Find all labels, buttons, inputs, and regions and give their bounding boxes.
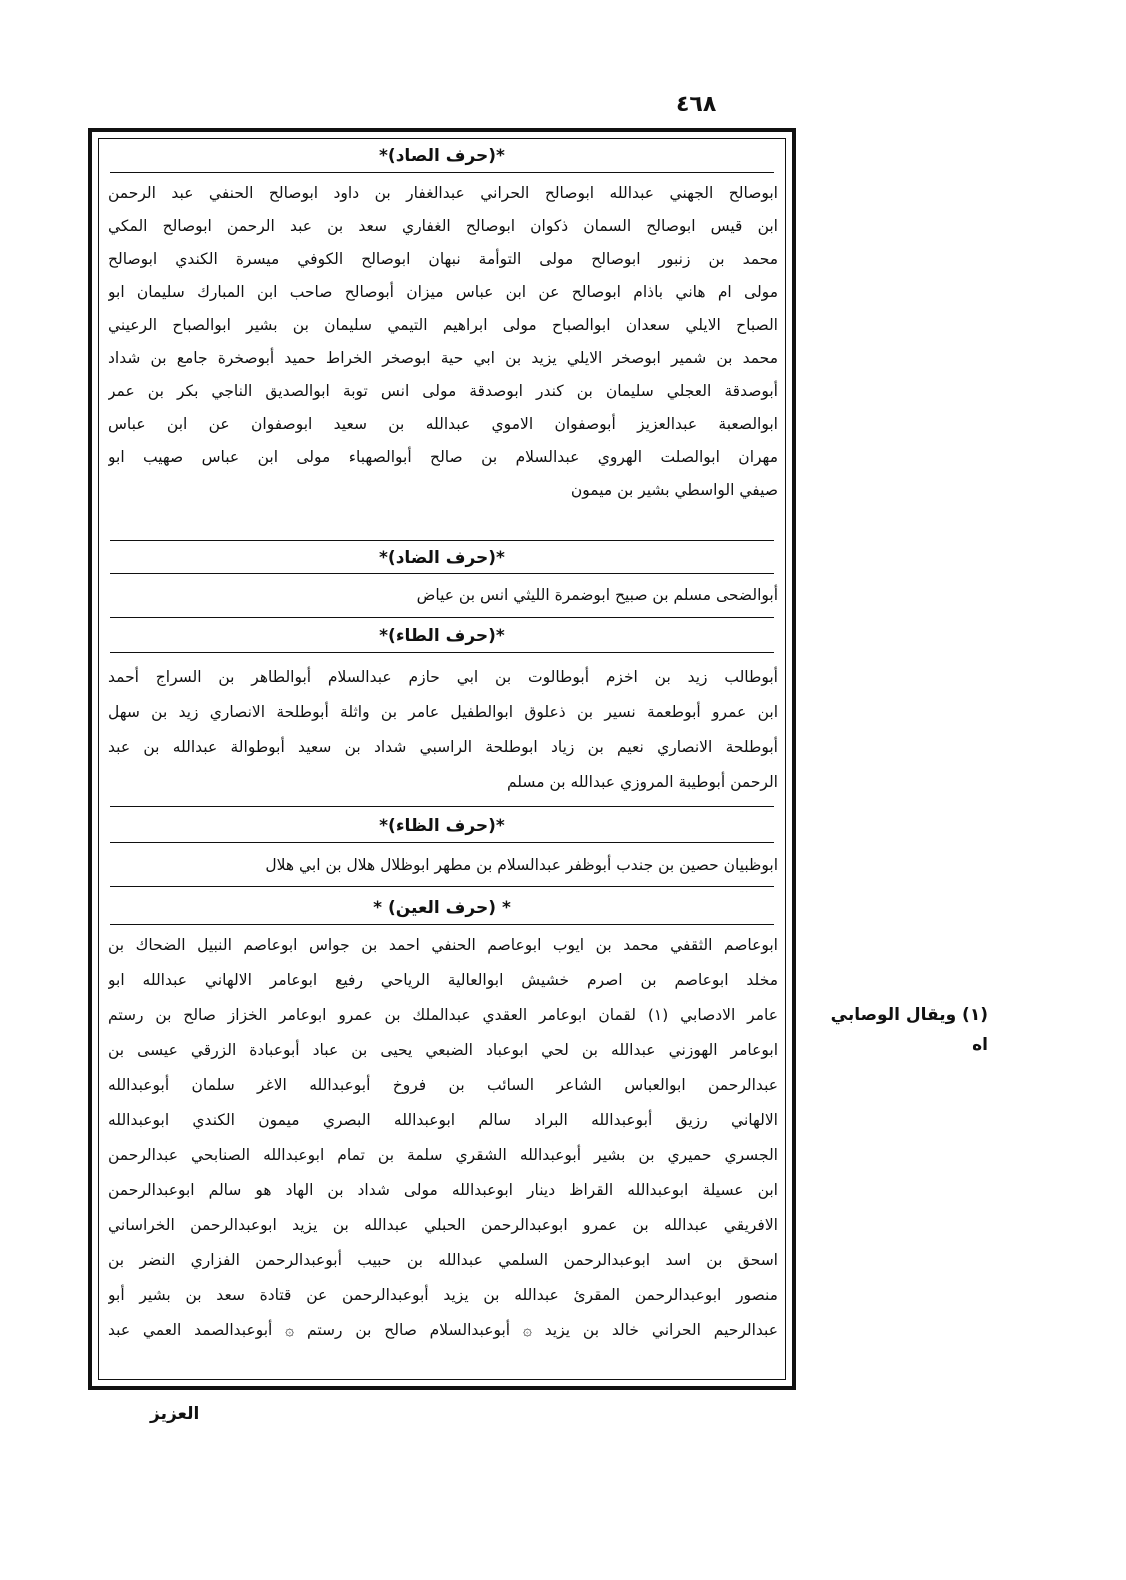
text-line: منصور ابوعبدالرحمن المقرئ عبدالله بن يزيد أبوعبدالرحمن عن قتادة سعد بن بشير أبو bbox=[108, 1286, 778, 1304]
text-line: الالهاني رزيق أبوعبدالله البراد سالم ابوعبدالله البصري ميمون الكندي ابوعبدالله bbox=[108, 1111, 778, 1129]
page-number: ٤٦٨ bbox=[676, 92, 717, 117]
section-divider bbox=[110, 652, 774, 653]
text-line: ابن عسيلة ابوعبدالله القراظ دينار ابوعبدالله مولى شداد بن الهاد هو سالم ابوعبدالرحمن bbox=[108, 1181, 778, 1199]
text-line: الصباح الايلي سعدان ابوالصباح مولى ابراهيم التيمي سليمان بن بشير ابوالصباح الرعيني bbox=[108, 316, 778, 334]
section-divider bbox=[110, 924, 774, 925]
text-line: الجسري حميري بن بشير أبوعبدالله الشقري سلمة بن تمام ابوعبدالله الصنابحي عبدالرحمن bbox=[108, 1146, 778, 1164]
margin-footnote: (١) ويقال الوصابي اه bbox=[830, 1005, 988, 1055]
text-line: الرحمن أبوطيبة المروزي عبدالله بن مسلم bbox=[506, 773, 778, 791]
section-divider bbox=[110, 573, 774, 574]
section-divider bbox=[110, 617, 774, 618]
text-line: عامر الادصابي (١) لقمان ابوعامر العقدي عبدالملك بن عمرو ابوعامر الخزاز صالح بن رستم bbox=[108, 1006, 778, 1024]
section-divider bbox=[110, 842, 774, 843]
text-line: أبوطالب زيد بن اخزم أبوطالوت بن ابي حازم عبدالسلام أبوالطاهر بن السراج أحمد bbox=[108, 668, 778, 686]
text-line: محمد بن زنبور ابوصالح مولى التوأمة نبهان ابوصالح الكوفي ميسرة الكندي ابوصالح bbox=[108, 250, 778, 268]
section-divider bbox=[110, 172, 774, 173]
text-line: ابوظبيان حصين بن جندب أبوظفر عبدالسلام بن مطهر ابوظلال هلال بن ابي هلال bbox=[265, 856, 778, 874]
section-divider bbox=[110, 540, 774, 541]
section-heading-sad: *(حرف الصاد)* bbox=[379, 146, 505, 166]
text-line: ابوالصعبة عبدالعزيز أبوصفوان الاموي عبدالله بن سعيد ابوصفوان عن ابن عباس bbox=[108, 415, 778, 433]
text-line: ابن عمرو أبوطعمة نسير بن ذعلوق ابوالطفيل عامر بن واثلة أبوطلحة الانصاري زيد بن سهل bbox=[108, 703, 778, 721]
text-line: عبدالرحمن ابوالعباس الشاعر السائب بن فروخ أبوعبدالله الاغر سلمان أبوعبدالله bbox=[108, 1076, 778, 1094]
text-line: اسحق بن اسد ابوعبدالرحمن السلمي عبدالله بن حبيب أبوعبدالرحمن الفزاري النضر بن bbox=[108, 1251, 778, 1269]
section-heading-za: *(حرف الظاء)* bbox=[379, 816, 505, 836]
text-line: مخلد ابوعاصم بن اصرم خشيش ابوالعالية الرياحي رفيع ابوعامر الالهاني عبدالله ابو bbox=[108, 971, 778, 989]
text-line: ابوعامر الهوزني عبدالله بن لحي ابوعباد الضبعي يحيى بن عباد أبوعبادة الزرقي عيسى بن bbox=[108, 1041, 778, 1059]
section-heading-ain: * (حرف العين) * bbox=[373, 898, 511, 918]
text-line: محمد بن شمير ابوصخر الايلي يزيد بن ابي حية ابوصخر الخراط حميد أبوصخرة جامع بن شداد bbox=[108, 349, 778, 367]
section-heading-dad: *(حرف الضاد)* bbox=[379, 548, 505, 568]
text-line: الافريقي عبدالله بن عمرو ابوعبدالرحمن الحبلي عبدالله بن يزيد ابوعبدالرحمن الخراساني bbox=[108, 1216, 778, 1234]
text-line: ابوصالح الجهني عبدالله ابوصالح الحراني عبدالغفار بن داود ابوصالح الحنفي عبد الرحمن bbox=[108, 184, 778, 202]
text-line: مولى ام هاني باذام ابوصالح عن ابن عباس ميزان أبوصالح صاحب ابن المبارك سليمان ابو bbox=[108, 283, 778, 301]
text-line: عبدالرحيم الحراني خالد بن يزيد ۞ أبوعبدالسلام صالح بن رستم ۞ أبوعبدالصمد العمي عبد bbox=[108, 1321, 778, 1339]
section-divider bbox=[110, 806, 774, 807]
text-line: ابن قيس ابوصالح السمان ذكوان ابوصالح الغفاري سعد بن عبد الرحمن ابوصالح المكي bbox=[108, 217, 778, 235]
text-line: أبوطلحة الانصاري نعيم بن زياد ابوطلحة الراسبي شداد بن سعيد أبوطوالة عبدالله بن عبد bbox=[108, 738, 778, 756]
text-line: أبوصدقة العجلي سليمان بن كندر ابوصدقة مولى انس توبة ابوالصديق الناجي بكر بن عمر bbox=[108, 382, 778, 400]
section-heading-ta: *(حرف الطاء)* bbox=[379, 626, 505, 646]
text-line: مهران ابوالصلت الهروي عبدالسلام بن صالح أبوالصهباء مولى ابن عباس صهيب ابو bbox=[108, 448, 778, 466]
text-line: صيفي الواسطي بشير بن ميمون bbox=[570, 481, 778, 499]
section-divider bbox=[110, 886, 774, 887]
text-line: أبوالضحى مسلم بن صبيح ابوضمرة الليثي انس بن عياض bbox=[416, 586, 778, 604]
text-line: ابوعاصم الثقفي محمد بن ايوب ابوعاصم الحنفي احمد بن جواس ابوعاصم النبيل الضحاك بن bbox=[108, 936, 778, 954]
catchword: العزيز bbox=[150, 1404, 200, 1424]
